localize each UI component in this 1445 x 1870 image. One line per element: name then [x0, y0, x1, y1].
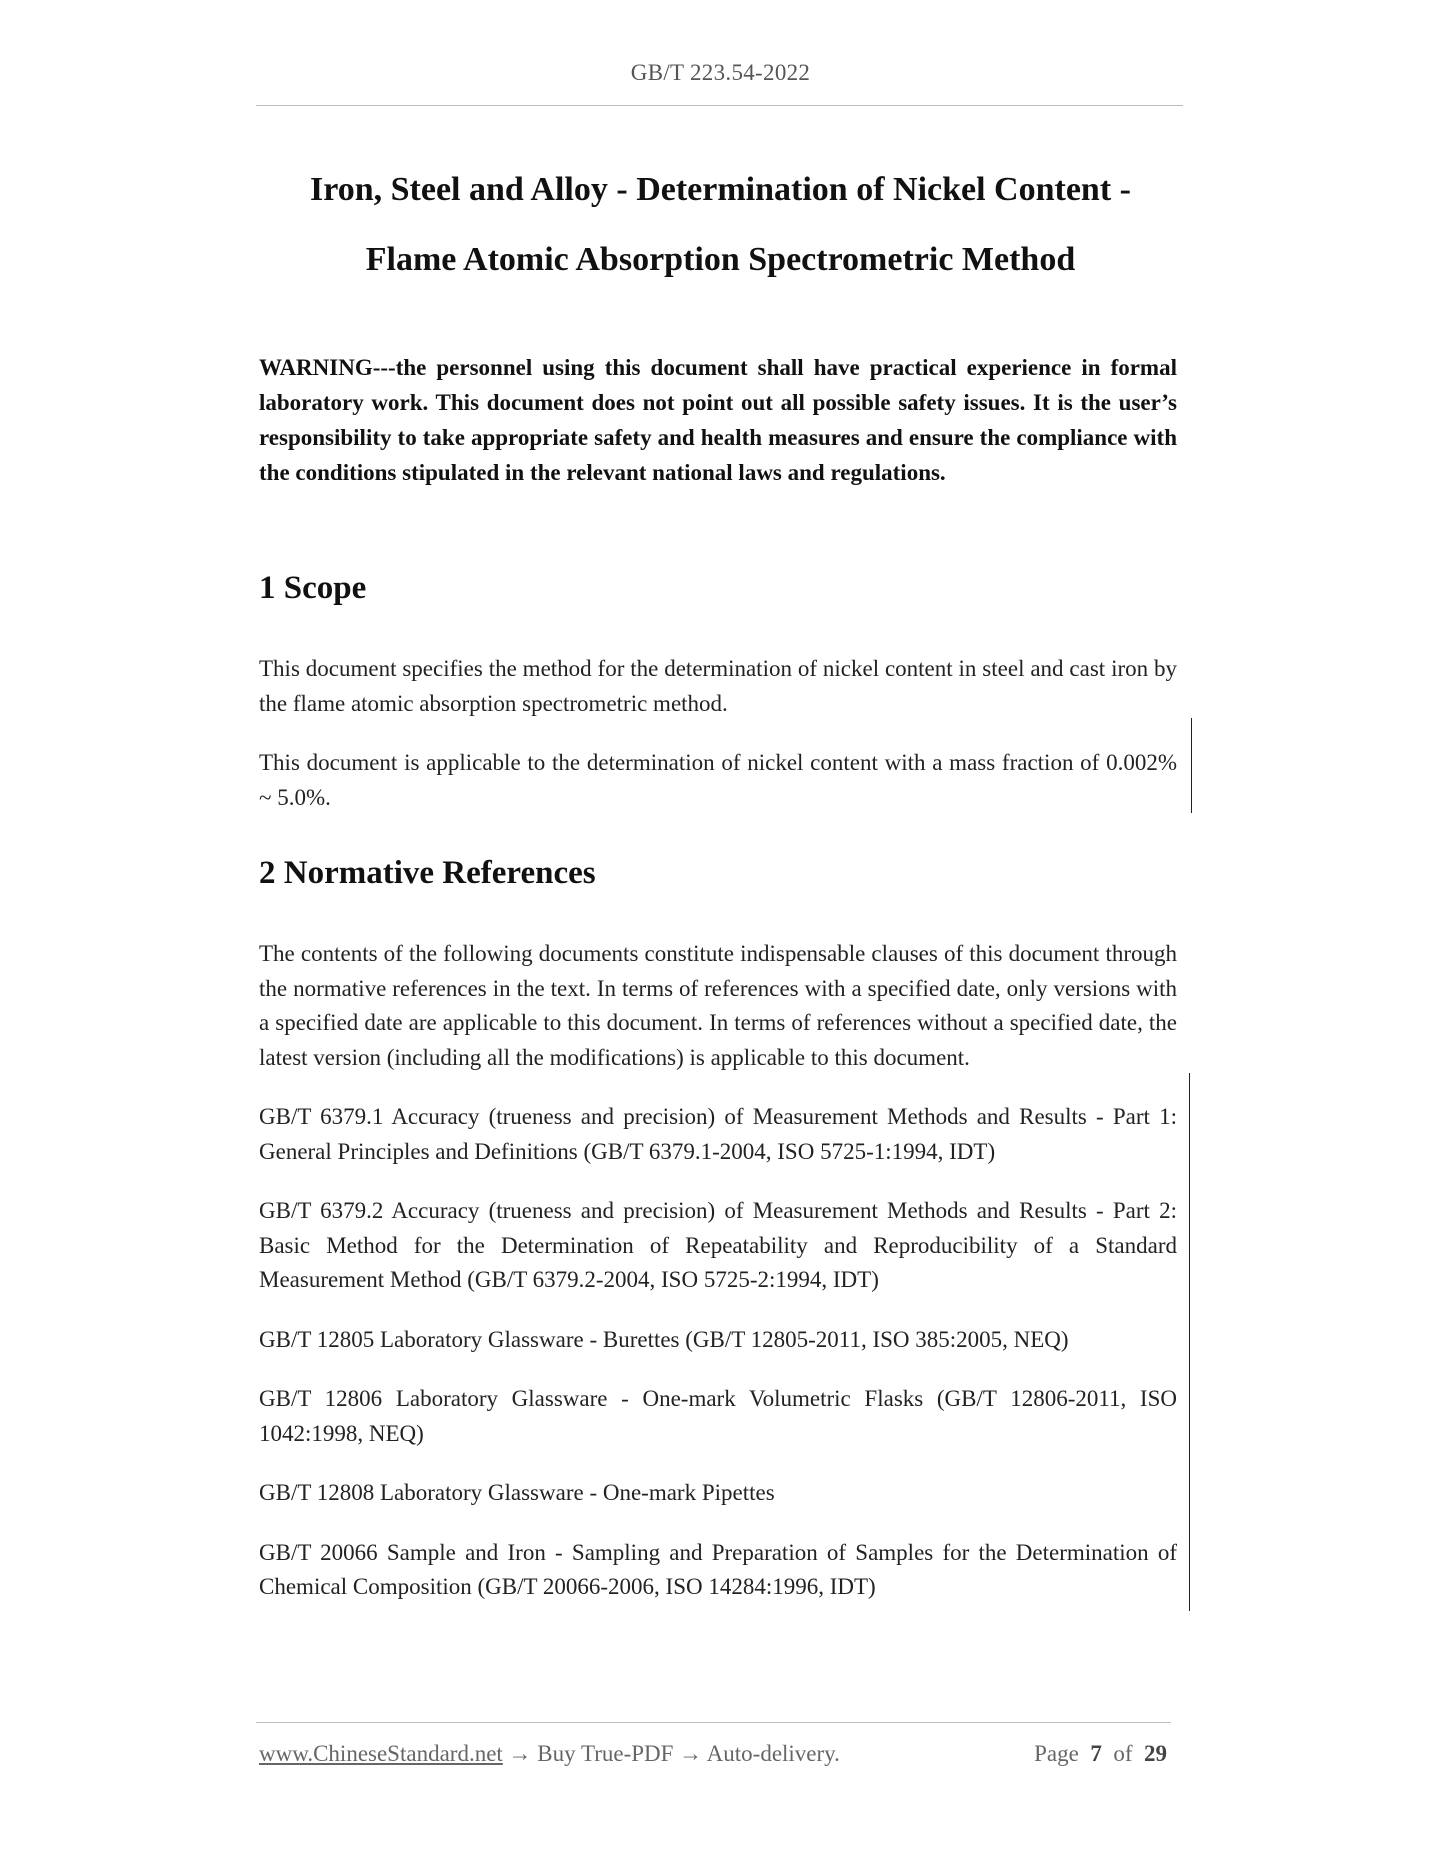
section-1-heading: 1 Scope [259, 570, 367, 606]
page-number: 7 [1090, 1741, 1102, 1766]
page-footer [259, 1741, 1167, 1767]
footer-promo: → Buy True-PDF → Auto-delivery. [502, 1741, 840, 1766]
warning-notice: WARNING---the personnel using this document shall have practical experience in formal laboratory work. This document does not point out all possible safety issues. It is the user’s responsibility to take appropriate safety and health measures and ensure the compliance with the conditions stipulated in the relevant national laws and regulations. [259, 355, 1177, 485]
total-pages: 29 [1144, 1741, 1167, 1766]
section-2-heading: 2 Normative References [259, 855, 596, 891]
footer-divider [256, 1722, 1171, 1723]
page-label: Page [1034, 1741, 1079, 1766]
page-indicator [1034, 1741, 1167, 1767]
title-line-1: Iron, Steel and Alloy - Determination of Nickel Content - [310, 171, 1131, 208]
of-label: of [1113, 1741, 1133, 1766]
scope-paragraph-2: This document is applicable to the determination of nickel content with a mass fraction of 0.002% ~ 5.0%. [259, 750, 1177, 810]
document-title [258, 155, 1183, 295]
header-divider [256, 105, 1183, 106]
standard-code: GB/T 223.54-2022 [630, 60, 811, 85]
revision-bar [1191, 718, 1192, 813]
page-header [258, 60, 1183, 86]
section-2-body [259, 937, 1177, 1630]
references-intro: The contents of the following documents constitute indispensable clauses of this document through the normative references in the text. In terms of references with a specified date, only versions with a specified date are applicable to this document. In terms of references without a specified date, the latest version (including all the modifications) is applicable to this document. [259, 941, 1177, 1070]
reference-item: GB/T 6379.1 Accuracy (trueness and precision) of Measurement Methods and Results - Part 1: General Principles and Definitions (GB/T 6379.1-2004, ISO 5725-1:1994, IDT) [259, 1104, 1177, 1164]
reference-item: GB/T 12808 Laboratory Glassware - One-mark Pipettes [259, 1480, 775, 1505]
reference-item: GB/T 6379.2 Accuracy (trueness and precision) of Measurement Methods and Results - Part 2: Basic Method for the Determination of Repeatability and Reproducibility of a Standard Measurement Method (GB/T 6379.2-2004, ISO 5725-2:1994, IDT) [259, 1198, 1177, 1292]
reference-item: GB/T 12805 Laboratory Glassware - Burettes (GB/T 12805-2011, ISO 385:2005, NEQ) [259, 1326, 1069, 1352]
site-link[interactable]: www.ChineseStandard.net [259, 1741, 503, 1766]
reference-item: GB/T 12806 Laboratory Glassware - One-mark Volumetric Flasks (GB/T 12806-2011, ISO 1042:1998, NEQ) [259, 1386, 1177, 1446]
title-line-2: Flame Atomic Absorption Spectrometric Method [365, 241, 1076, 278]
scope-paragraph-1: This document specifies the method for the determination of nickel content in steel and cast iron by the flame atomic absorption spectrometric method. [259, 656, 1177, 716]
section-1-body [259, 652, 1177, 840]
revision-bar [1189, 1073, 1190, 1611]
reference-item: GB/T 20066 Sample and Iron - Sampling and Preparation of Samples for the Determination of Chemical Composition (GB/T 20066-2006, ISO 14284:1996, IDT) [259, 1539, 1177, 1599]
